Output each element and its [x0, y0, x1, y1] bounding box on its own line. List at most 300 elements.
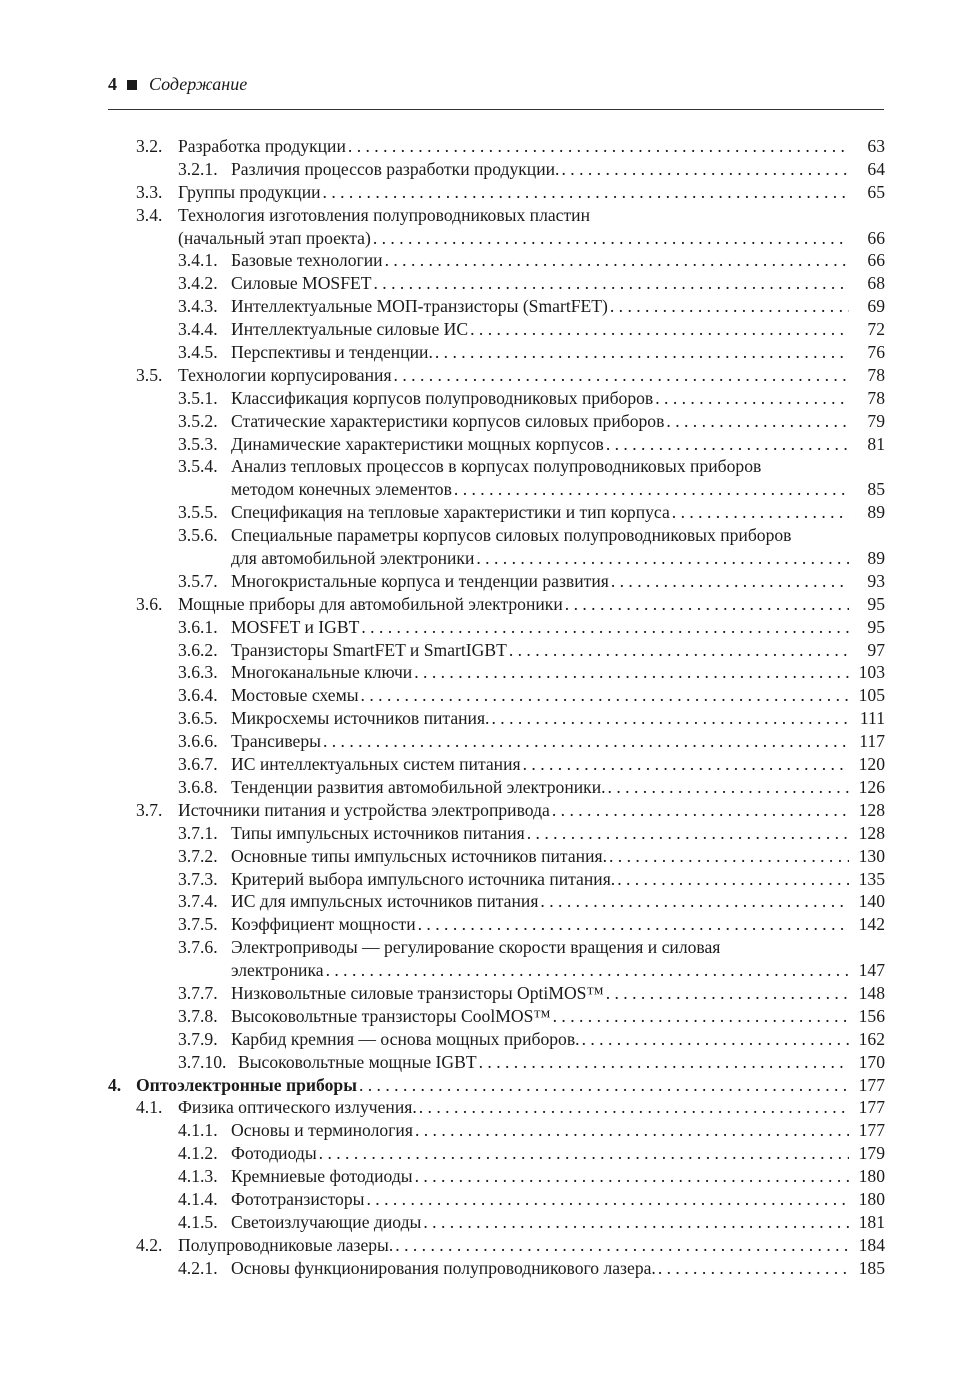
toc-entry-text	[231, 684, 849, 707]
toc-entry-title: Физика оптического излучения.	[178, 1097, 417, 1118]
dot-leader	[321, 181, 849, 204]
toc-entry-page: 181	[858, 1211, 885, 1232]
toc-entry-line	[0, 890, 976, 913]
toc-entry-number: 3.7.7.	[178, 982, 218, 1003]
toc-entry[interactable]	[0, 1051, 976, 1074]
toc-entry-number: 3.2.	[136, 136, 163, 156]
dot-leader	[609, 570, 849, 593]
toc-entry[interactable]	[0, 1142, 976, 1165]
dot-leader	[346, 135, 849, 158]
toc-entry-line	[0, 455, 976, 478]
dot-leader	[416, 913, 849, 936]
toc-entry-line	[0, 318, 976, 341]
toc-entry-number: 3.7.	[136, 799, 163, 820]
toc-entry-title: Мостовые схемы	[231, 685, 359, 706]
toc-entry-page: 148	[858, 982, 885, 1003]
toc-entry-number: 3.7.10.	[178, 1051, 227, 1072]
toc-entry-page: 117	[859, 731, 885, 752]
toc-entry-text	[178, 135, 849, 158]
toc-entry-line	[0, 570, 976, 593]
toc-entry[interactable]	[0, 1074, 976, 1097]
toc-entry[interactable]	[0, 593, 976, 616]
toc-entry-line	[0, 730, 976, 753]
toc-entry-title: Базовые технологии	[231, 250, 383, 271]
toc-entry-number: 3.7.6.	[178, 937, 218, 958]
toc-entry-text	[231, 433, 849, 456]
toc-entry-page: 177	[858, 1097, 885, 1118]
toc-entry-line	[0, 524, 976, 547]
toc-entry[interactable]	[0, 1028, 976, 1051]
toc-entry-line	[0, 799, 976, 822]
toc-entry-line	[0, 982, 976, 1005]
toc-entry-title: Коэффициент мощности	[231, 914, 416, 935]
toc-entry[interactable]	[0, 295, 976, 318]
toc-entry[interactable]	[0, 158, 976, 181]
toc-entry-text	[231, 547, 849, 570]
toc-entry-text	[178, 1096, 849, 1119]
toc-entry-text	[178, 593, 849, 616]
toc-entry[interactable]	[0, 1005, 976, 1028]
toc-entry-page: 180	[858, 1166, 885, 1187]
toc-entry-title: Основы функционирования полупроводникового лазера.	[231, 1257, 656, 1278]
toc-entry-number: 3.5.5.	[178, 502, 218, 523]
toc-entry-page: 130	[858, 845, 885, 866]
toc-entry-line	[0, 1188, 976, 1211]
toc-entry[interactable]	[0, 707, 976, 730]
toc-entry[interactable]	[0, 570, 976, 593]
toc-entry-title: Источники питания и устройства электропривода	[178, 799, 550, 820]
toc-entry-line	[0, 227, 976, 250]
toc-entry-title: Высоковольтные транзисторы CoolMOS™	[231, 1005, 551, 1026]
toc-entry-title: Мощные приборы для автомобильной электроники	[178, 593, 563, 614]
toc-entry-page: 78	[867, 387, 885, 408]
toc-entry[interactable]	[0, 753, 976, 776]
toc-entry[interactable]	[0, 272, 976, 295]
toc-entry-page: 126	[858, 776, 885, 797]
toc-entry[interactable]	[0, 936, 976, 982]
toc-entry-page: 147	[858, 960, 885, 981]
toc-entry-page: 66	[867, 227, 885, 248]
dot-leader	[371, 227, 849, 250]
toc-entry-text	[231, 501, 849, 524]
toc-entry-text	[231, 478, 849, 501]
toc-entry-title: ИС интеллектуальных систем питания	[231, 754, 521, 775]
toc-entry[interactable]	[0, 639, 976, 662]
toc-entry-page: 97	[867, 639, 885, 660]
toc-entry-page: 170	[858, 1051, 885, 1072]
toc-entry[interactable]	[0, 1096, 976, 1119]
dot-leader	[604, 433, 849, 456]
toc-entry-text	[178, 181, 849, 204]
toc-entry[interactable]	[0, 135, 976, 158]
dot-leader	[417, 1096, 849, 1119]
dot-leader	[489, 707, 849, 730]
toc-entry-number: 4.1.5.	[178, 1211, 218, 1232]
toc-entry-title: Динамические характеристики мощных корпусов	[231, 433, 604, 454]
toc-entry-title: электроника	[231, 960, 324, 981]
toc-entry[interactable]	[0, 410, 976, 433]
dot-leader	[474, 547, 849, 570]
toc-entry-line	[0, 845, 976, 868]
toc-entry-text	[231, 341, 849, 364]
toc-entry-title: Специальные параметры корпусов силовых полупроводниковых приборов	[231, 525, 792, 546]
toc-entry-line	[0, 387, 976, 410]
toc-entry-title: Интеллектуальные МОП-транзисторы (SmartFET)	[231, 296, 608, 317]
toc-entry-line	[0, 410, 976, 433]
toc-entry-title: Тенденции развития автомобильной электроники.	[231, 776, 606, 797]
toc-entry-page: 128	[858, 822, 885, 843]
toc-entry[interactable]	[0, 730, 976, 753]
toc-entry-line	[0, 684, 976, 707]
toc-entry-page: 68	[867, 273, 885, 294]
dot-leader	[607, 845, 849, 868]
toc-entry-line	[0, 135, 976, 158]
toc-entry[interactable]	[0, 1165, 976, 1188]
toc-entry-page: 79	[867, 410, 885, 431]
dot-leader	[433, 341, 849, 364]
toc-entry-line	[0, 1165, 976, 1188]
dot-leader	[317, 1142, 849, 1165]
toc-entry-title: Основные типы импульсных источников питания.	[231, 845, 607, 866]
toc-entry-line	[0, 1234, 976, 1257]
toc-entry-number: 3.5.2.	[178, 410, 218, 431]
toc-entry-text	[178, 364, 849, 387]
dot-leader	[421, 1211, 849, 1234]
toc-entry-number: 3.6.1.	[178, 616, 218, 637]
toc-entry-page: 89	[867, 502, 885, 523]
toc-entry-title: Классификация корпусов полупроводниковых приборов	[231, 387, 654, 408]
toc-entry-page: 105	[858, 685, 885, 706]
toc-entry-number: 3.7.8.	[178, 1005, 218, 1026]
toc-entry-text	[231, 707, 849, 730]
toc-entry-number: 4.1.1.	[178, 1120, 218, 1141]
toc-entry[interactable]	[0, 387, 976, 410]
toc-entry-page: 78	[867, 364, 885, 385]
dot-leader	[413, 1165, 849, 1188]
toc-entry-page: 177	[858, 1120, 885, 1141]
toc-entry-text	[231, 616, 849, 639]
dot-leader	[359, 616, 849, 639]
toc-entry-number: 3.6.2.	[178, 639, 218, 660]
toc-entry-text	[178, 1234, 849, 1257]
toc-entry-page: 179	[858, 1143, 885, 1164]
toc-entry-line	[0, 593, 976, 616]
toc-entry-page: 81	[867, 433, 885, 454]
toc-entry-text	[231, 1257, 849, 1280]
toc-entry-title: для автомобильной электроники	[231, 548, 475, 569]
dot-leader	[324, 959, 849, 982]
toc-entry[interactable]	[0, 890, 976, 913]
toc-entry-title: Трансиверы	[231, 731, 321, 752]
dot-leader	[477, 1051, 849, 1074]
dot-leader	[525, 822, 849, 845]
toc-entry-text	[178, 204, 590, 227]
toc-entry-title: Оптоэлектронные приборы	[136, 1074, 357, 1095]
toc-entry-text	[231, 1165, 849, 1188]
toc-entry-number: 4.	[108, 1074, 122, 1095]
toc-entry-line	[0, 547, 976, 570]
dot-leader	[604, 982, 849, 1005]
toc-entry-number: 3.7.9.	[178, 1028, 218, 1049]
toc-entry-page: 185	[858, 1257, 885, 1278]
toc-entry-title: Силовые MOSFET	[231, 273, 372, 294]
toc-entry-text	[178, 799, 849, 822]
toc-entry-text	[136, 1074, 849, 1097]
toc-entry-text	[231, 822, 849, 845]
toc-entry-line	[0, 776, 976, 799]
toc-entry[interactable]	[0, 433, 976, 456]
toc-entry-title: Технология изготовления полупроводниковых пластин	[178, 204, 591, 225]
toc-entry-page: 64	[867, 158, 885, 179]
toc-entry[interactable]	[0, 1234, 976, 1257]
toc-entry-number: 3.5.6.	[178, 525, 218, 546]
toc-entry-number: 3.6.	[136, 593, 163, 614]
dot-leader	[412, 661, 849, 684]
toc-entry[interactable]	[0, 341, 976, 364]
toc-entry-number: 4.2.	[136, 1234, 163, 1255]
toc-entry-line	[0, 822, 976, 845]
toc-entry-number: 4.1.2.	[178, 1143, 218, 1164]
toc-entry[interactable]	[0, 364, 976, 387]
toc-entry-text	[231, 776, 849, 799]
toc-entry-text	[231, 661, 849, 684]
dot-leader	[606, 776, 849, 799]
toc-entry-title: Разработка продукции	[178, 136, 346, 156]
toc-entry-title: Перспективы и тенденции.	[231, 342, 433, 363]
toc-entry-number: 3.7.1.	[178, 822, 218, 843]
toc-entry-page: 103	[858, 662, 885, 683]
dot-leader	[371, 272, 849, 295]
toc-entry-text	[231, 524, 791, 547]
toc-entry-line	[0, 959, 976, 982]
toc-entry-title: Различия процессов разработки продукции.	[231, 158, 560, 179]
toc-entry-text	[231, 295, 849, 318]
toc-entry-title: Группы продукции	[178, 181, 321, 202]
toc-entry-number: 3.4.4.	[178, 319, 218, 340]
dot-leader	[580, 1028, 849, 1051]
dot-leader	[393, 1234, 849, 1257]
toc-entry-text	[231, 1188, 849, 1211]
dot-leader	[452, 478, 849, 501]
toc-entry-number: 3.7.2.	[178, 845, 218, 866]
toc-entry-title: Типы импульсных источников питания	[231, 822, 525, 843]
toc-entry-title: Светоизлучающие диоды	[231, 1211, 422, 1232]
toc-entry-line	[0, 249, 976, 272]
toc-entry-title: (начальный этап проекта)	[178, 227, 371, 248]
toc-entry-title: Многокристальные корпуса и тенденции развития	[231, 570, 609, 591]
toc-entry-number: 4.1.4.	[178, 1188, 218, 1209]
toc-entry-number: 3.7.4.	[178, 891, 218, 912]
dot-leader	[608, 295, 849, 318]
toc-entry-title: Фототранзисторы	[231, 1188, 365, 1209]
toc-entry-line	[0, 936, 976, 959]
toc-entry-line	[0, 341, 976, 364]
toc-entry-text	[231, 868, 849, 891]
toc-entry-text	[231, 753, 849, 776]
toc-entry-page: 95	[867, 616, 885, 637]
dot-leader	[550, 799, 849, 822]
toc-entry[interactable]	[0, 776, 976, 799]
toc-entry-number: 3.5.4.	[178, 456, 218, 477]
toc-entry[interactable]	[0, 1119, 976, 1142]
toc-entry-line	[0, 272, 976, 295]
header-square-icon	[127, 80, 137, 90]
toc-entry-line	[0, 295, 976, 318]
toc-entry-number: 3.4.5.	[178, 342, 218, 363]
toc-entry-line	[0, 1005, 976, 1028]
toc-entry-number: 3.5.3.	[178, 433, 218, 454]
toc-entry-text	[231, 1211, 849, 1234]
dot-leader	[357, 1074, 849, 1097]
toc-entry-page: 135	[858, 868, 885, 889]
toc-entry-text	[231, 982, 849, 1005]
toc-entry-page: 111	[859, 708, 885, 729]
toc-entry-line	[0, 661, 976, 684]
toc-entry[interactable]	[0, 982, 976, 1005]
toc-entry[interactable]	[0, 616, 976, 639]
toc-entry-text	[231, 639, 849, 662]
toc-entry-title: ИС для импульсных источников питания	[231, 891, 539, 912]
toc-entry-title: MOSFET и IGBT	[231, 616, 360, 637]
toc-entry-text	[231, 1142, 849, 1165]
toc-entry-page: 142	[858, 914, 885, 935]
toc-entry-page: 140	[858, 891, 885, 912]
dot-leader	[615, 868, 849, 891]
toc-entry-text	[231, 1028, 849, 1051]
toc-entry-title: Полупроводниковые лазеры.	[178, 1234, 394, 1255]
table-of-contents	[0, 135, 976, 1280]
toc-entry-number: 3.7.5.	[178, 914, 218, 935]
toc-entry-number: 4.1.3.	[178, 1166, 218, 1187]
toc-entry-title: Низковольтные силовые транзисторы OptiMOS™	[231, 982, 604, 1003]
toc-entry-line	[0, 181, 976, 204]
dot-leader	[559, 158, 849, 181]
toc-entry-number: 3.4.1.	[178, 250, 218, 271]
toc-entry[interactable]	[0, 501, 976, 524]
toc-entry-title: Микросхемы источников питания.	[231, 708, 490, 729]
toc-entry[interactable]	[0, 822, 976, 845]
toc-entry-line	[0, 1096, 976, 1119]
header-rule	[108, 109, 884, 110]
dot-leader	[551, 1005, 849, 1028]
toc-entry-title: Многоканальные ключи	[231, 662, 413, 683]
toc-entry[interactable]	[0, 868, 976, 891]
toc-entry[interactable]	[0, 1211, 976, 1234]
toc-entry-page: 93	[867, 570, 885, 591]
toc-entry-page: 76	[867, 342, 885, 363]
toc-entry-number: 3.6.7.	[178, 754, 218, 775]
toc-entry-number: 4.1.	[136, 1097, 163, 1118]
toc-entry-number: 3.5.1.	[178, 387, 218, 408]
running-header	[108, 74, 247, 95]
toc-entry-line	[0, 616, 976, 639]
toc-entry-title: Спецификация на тепловые характеристики и тип корпуса	[231, 502, 670, 523]
toc-entry[interactable]	[0, 799, 976, 822]
toc-entry-number: 3.5.	[136, 364, 163, 385]
toc-entry[interactable]	[0, 318, 976, 341]
toc-entry-number: 3.6.4.	[178, 685, 218, 706]
toc-entry-number: 3.5.7.	[178, 570, 218, 591]
toc-entry[interactable]	[0, 661, 976, 684]
toc-entry-line	[0, 753, 976, 776]
toc-entry-number: 3.3.	[136, 181, 163, 202]
toc-entry-text	[231, 936, 720, 959]
toc-entry[interactable]	[0, 524, 976, 570]
toc-entry[interactable]	[0, 1257, 976, 1280]
toc-entry-text	[231, 959, 849, 982]
toc-entry-text	[231, 890, 849, 913]
toc-entry-text	[231, 272, 849, 295]
toc-entry-page: 156	[858, 1005, 885, 1026]
dot-leader	[521, 753, 849, 776]
dot-leader	[653, 387, 849, 410]
toc-entry-number: 3.2.1.	[178, 158, 218, 179]
toc-entry[interactable]	[0, 1188, 976, 1211]
toc-entry-page: 120	[858, 754, 885, 775]
toc-entry-text	[231, 318, 849, 341]
toc-entry-line	[0, 1119, 976, 1142]
dot-leader	[664, 410, 849, 433]
toc-entry-page: 89	[867, 548, 885, 569]
toc-entry[interactable]	[0, 684, 976, 707]
toc-entry-page: 177	[858, 1074, 885, 1095]
toc-entry-title: Высоковольтные мощные IGBT	[238, 1051, 477, 1072]
toc-entry-line	[0, 204, 976, 227]
toc-entry-title: методом конечных элементов	[231, 479, 452, 500]
page-number: 4	[108, 74, 117, 94]
dot-leader	[321, 730, 849, 753]
toc-entry-text	[231, 845, 849, 868]
toc-entry-page: 63	[867, 136, 885, 156]
dot-leader	[656, 1257, 849, 1280]
toc-entry[interactable]	[0, 455, 976, 501]
dot-leader	[413, 1119, 849, 1142]
toc-entry-title: Электроприводы — регулирование скорости вращения и силовая	[231, 937, 721, 958]
toc-entry-text	[231, 410, 849, 433]
toc-entry-line	[0, 478, 976, 501]
toc-entry-number: 3.7.3.	[178, 868, 218, 889]
toc-entry[interactable]	[0, 181, 976, 204]
toc-entry-line	[0, 1051, 976, 1074]
toc-entry-title: Интеллектуальные силовые ИС	[231, 319, 469, 340]
running-header-title: Содержание	[149, 74, 248, 94]
dot-leader	[468, 318, 849, 341]
toc-entry[interactable]	[0, 249, 976, 272]
toc-entry-line	[0, 364, 976, 387]
toc-entry-line	[0, 913, 976, 936]
toc-entry-text	[231, 455, 761, 478]
toc-entry-line	[0, 639, 976, 662]
toc-entry-page: 162	[858, 1028, 885, 1049]
toc-entry-page: 184	[858, 1234, 885, 1255]
toc-entry-text	[231, 158, 849, 181]
toc-entry[interactable]	[0, 913, 976, 936]
toc-entry-page: 128	[858, 799, 885, 820]
toc-entry-title: Транзисторы SmartFET и SmartIGBT	[231, 639, 507, 660]
toc-entry-page: 95	[867, 593, 885, 614]
toc-entry[interactable]	[0, 204, 976, 250]
toc-entry[interactable]	[0, 845, 976, 868]
toc-entry-title: Фотодиоды	[231, 1143, 317, 1164]
toc-entry-title: Анализ тепловых процессов в корпусах полупроводниковых приборов	[231, 456, 762, 477]
dot-leader	[670, 501, 849, 524]
toc-entry-text	[231, 1005, 849, 1028]
dot-leader	[538, 890, 849, 913]
dot-leader	[507, 639, 849, 662]
toc-entry-text	[178, 227, 849, 250]
dot-leader	[359, 684, 849, 707]
dot-leader	[383, 249, 849, 272]
